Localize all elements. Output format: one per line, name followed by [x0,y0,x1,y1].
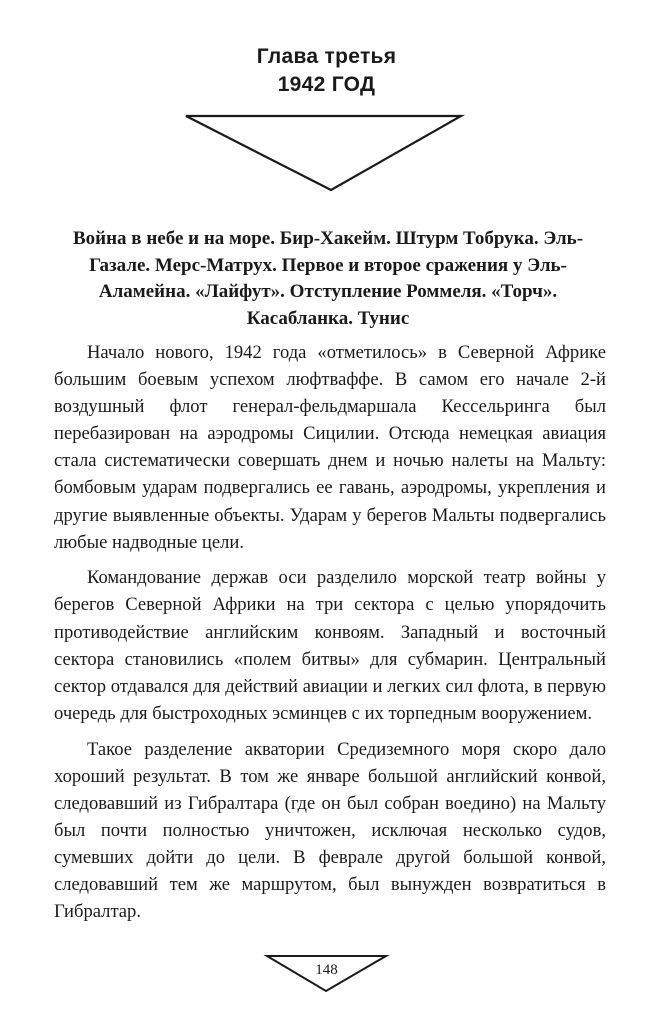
chapter-year: 1942 ГОД [277,73,376,96]
chapter-summary: Война в небе и на море. Бир-Хакейм. Штурм Тобрука. Эль-Газале. Мерс-Матрух. Первое и второе сражения у Эль-Аламейна. «Лайфут». Отступление Роммеля. «Торч». Касабланка. Тунис [72,228,584,329]
paragraph-3: Такое разделение акватории Средиземного моря скоро дало хороший результат. В том же январе большой английский конвой, следовавший из Гибралтара (где он был собран воедино) на Мальту был почти полностью уничтожен, исключая несколько судов, сумевших дойти до цели. В феврале другой большой конвой, следовавший тем же маршрутом, был вынужден возвратиться в Гибралтар. [54,738,606,923]
page-number: 148 [315,962,338,978]
chapter-title: Глава третья [256,45,397,68]
paragraph-1: Начало нового, 1942 года «отметилось» в Северной Африке большим боевым успехом люфтваффе. В самом его начале 2-й воздушный флот генерал-фельдмаршала Кессельринга был перебазирован на аэродромы Сицилии. Отсюда немецкая авиация стала систематически совершать днем и ночью налеты на Мальту: бомбовым ударам подвергались ее гавань, аэродромы, укрепления и другие выявленные объекты. Ударам у берегов Мальты подвергались любые надводные цели. [54,342,606,553]
paragraph-2: Командование держав оси разделило морской театр войны у берегов Северной Африки на три сектора с целью упорядочить противодействие английским конвоям. Западный и восточный сектора становились «полем битвы» для субмарин. Центральный сектор отдавался для действий авиации и легких сил флота, в первую очередь для быстроходных эсминцев с их торпедным вооружением. [54,567,606,724]
